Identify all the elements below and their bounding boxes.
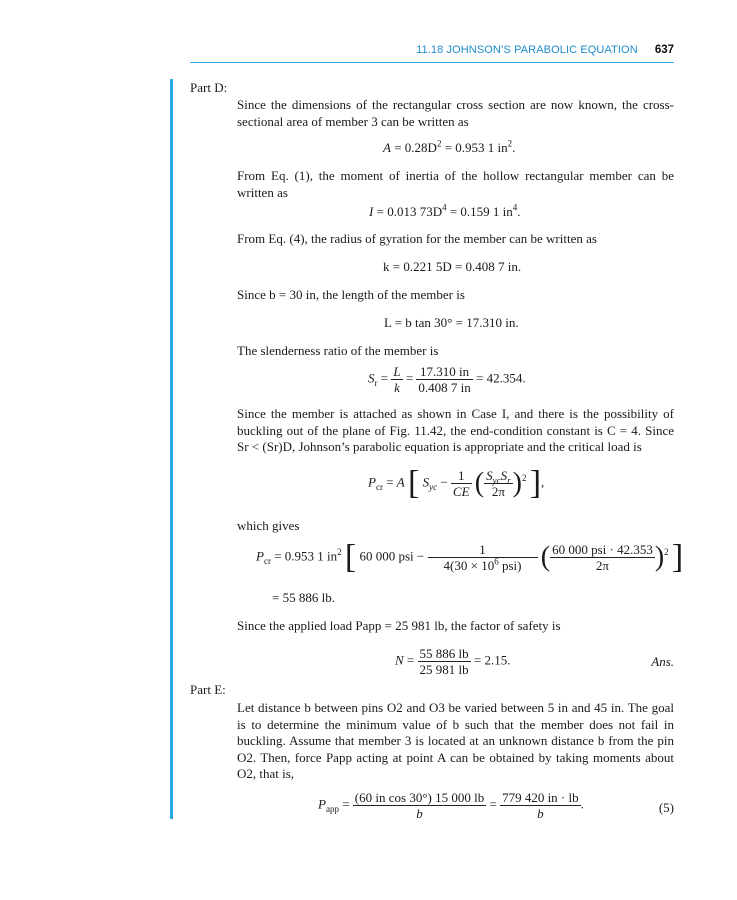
margin-bar — [170, 79, 173, 819]
paragraph-inertia: From Eq. (1), the moment of inertia of the hollow rectangular member can be written as — [237, 168, 674, 200]
paragraph-safety: Since the applied load Papp = 25 981 lb, the factor of safety is — [237, 618, 561, 633]
equation-area: $A = 0.28D^2 = 0.953$ 1 $in^2$. — [383, 138, 516, 155]
equation-length: L = b tan 30° = 17.310 in. — [384, 315, 519, 330]
equation-pcr-result: = 55 886 lb. — [272, 590, 335, 605]
equation-pcr: $P_{cr} = 0.953$ 1 $in^2$ [ 60 000 psi − $\frac{1}{4(30 \times 10^6 psi)}$ ( $\frac{\text{60 000 psi · 42.353}}{2\pi}$ )$^2$ ] — [256, 538, 684, 576]
page-number: 637 — [654, 44, 674, 56]
paragraph-slenderness: The slenderness ratio of the member is — [237, 343, 439, 358]
part-d-label: Part D: — [190, 80, 228, 95]
paragraph-which-gives: which gives — [237, 518, 300, 533]
equation-slenderness: $S_r$ = $\frac{L}{k}$ = $\frac{17.310 in}{0.408 7 in}$ = 42.354. — [368, 364, 526, 395]
equation-safety: N = $\frac{55 886 lb}{25 981 lb}$ = 2.15. — [395, 646, 511, 677]
paragraph-gyration: From Eq. (4), the radius of gyration for the member can be written as — [237, 231, 597, 246]
running-header — [190, 44, 674, 63]
equation-johnson: $P_{cr} = A$ [ $S_{yc}$ − $\frac{1}{CE}$ ( $\frac{S_{yc}S_r}{2\pi}$ )$^2$ ], — [368, 464, 545, 502]
paragraph-part-e: Let distance b between pins O2 and O3 be varied between 5 in and 45 in. The goal is to determine the minimum value of b such that the member does not fail in buckling. Assume that member 3 is located at an unknown distance b from the pin O2. Then, force Papp acting at point A can be obtained by taking moments about O2, that is, — [237, 700, 674, 781]
answer-marker: Ans. — [651, 654, 674, 669]
equation-papp: $P_{app}$ = $\frac{\text{(60 in cos 30°) 15 000 lb}}{b}$ = $\frac{779 420 in \cdot lb}{b}$ . — [318, 790, 584, 821]
paragraph-length: Since b = 30 in, the length of the member is — [237, 287, 465, 302]
paragraph-end-condition: Since the member is attached as shown in Case I, and there is the possibility of buckling out of the plane of Fig. 11.42, the end-condition constant is C = 4. Since Sr < (Sr)D, Johnson’s parabolic equation is appropriate and the critical load is — [237, 406, 674, 454]
paragraph-area: Since the dimensions of the rectangular cross section are now known, the cross-sectional area of member 3 can be written as — [237, 97, 674, 129]
equation-number: (5) — [658, 800, 674, 815]
part-e-label: Part E: — [190, 682, 226, 697]
equation-gyration: k = 0.221 5D = 0.408 7 in. — [383, 259, 522, 274]
running-title: 11.18 JOHNSON’S PARABOLIC EQUATION — [416, 44, 638, 56]
equation-inertia: I = 0.013 $73D^4 = 0.159$ 1 $in^4$. — [369, 202, 521, 219]
